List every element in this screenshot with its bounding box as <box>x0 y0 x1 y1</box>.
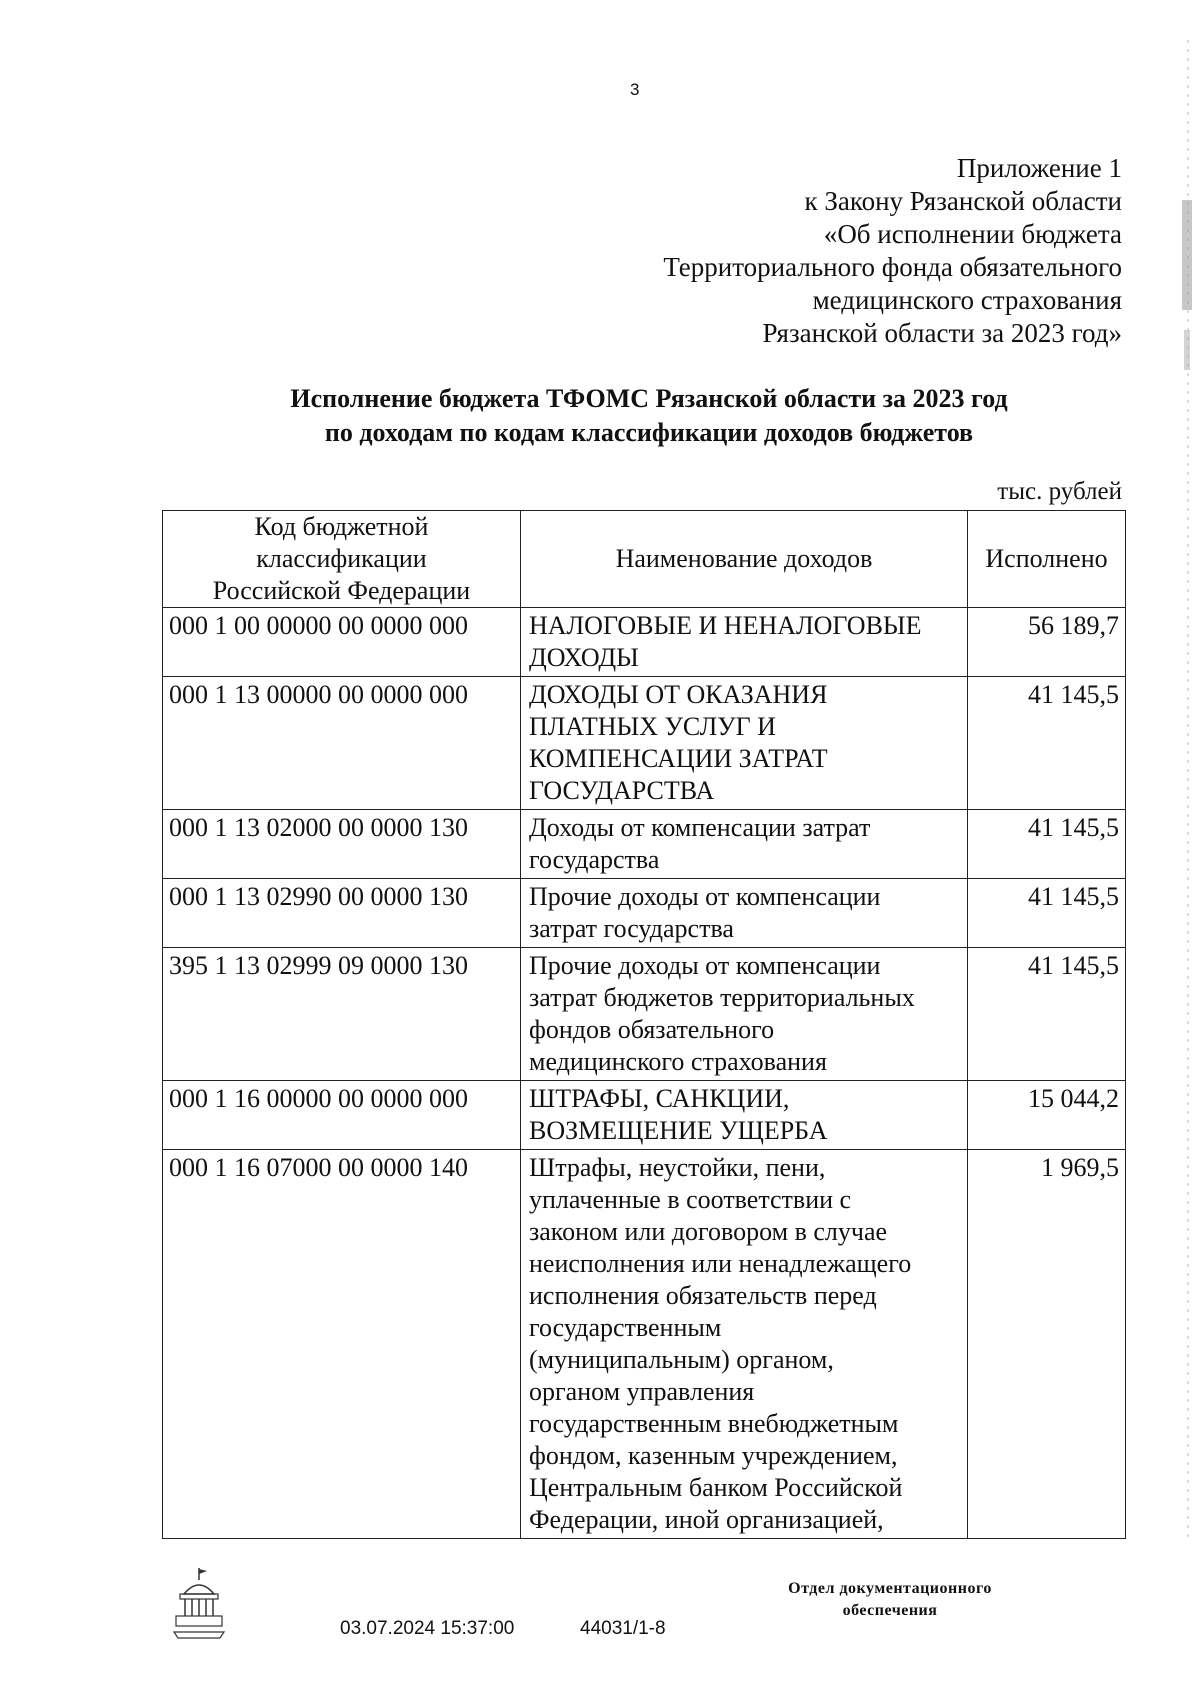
row-name <box>521 810 968 879</box>
row-name-line: затрат государства <box>529 914 734 943</box>
row-name-line: КОМПЕНСАЦИИ ЗАТРАТ <box>529 744 828 773</box>
row-name <box>521 608 968 677</box>
table-row <box>163 1150 1126 1539</box>
row-name <box>521 948 968 1081</box>
table-row <box>163 677 1126 810</box>
income-table <box>162 510 1126 1539</box>
table-row <box>163 948 1126 1081</box>
page-number: 3 <box>630 80 640 99</box>
row-amount: 15 044,2 <box>968 1081 1126 1150</box>
row-amount: 41 145,5 <box>968 677 1126 810</box>
row-code: 000 1 13 02000 00 0000 130 <box>163 810 521 879</box>
header-amount: Исполнено <box>968 511 1126 608</box>
stamp-date: 03.07.2024 15:37:00 <box>340 1618 515 1639</box>
row-name-line: государственным <box>529 1313 722 1342</box>
header-code-line: Российской Федерации <box>212 576 471 605</box>
row-name-line: уплаченные в соответствии с <box>529 1185 852 1214</box>
row-code: 000 1 13 00000 00 0000 000 <box>163 677 521 810</box>
row-name-line: (муниципальным) органом, <box>529 1345 834 1374</box>
row-name <box>521 1150 968 1539</box>
table-row <box>163 879 1126 948</box>
stamp-doc-number: 44031/1-8 <box>580 1618 666 1639</box>
row-code: 000 1 16 00000 00 0000 000 <box>163 1081 521 1150</box>
table-row <box>163 1081 1126 1150</box>
appendix-line: медицинского страхования <box>812 285 1122 315</box>
row-amount: 41 145,5 <box>968 948 1126 1081</box>
row-name-line: Штрафы, неустойки, пени, <box>529 1153 826 1182</box>
title-line-1: Исполнение бюджета ТФОМС Рязанской области за 2023 год <box>290 384 1008 413</box>
row-amount: 41 145,5 <box>968 879 1126 948</box>
appendix-line: Рязанской области за 2023 год» <box>762 318 1122 348</box>
row-name-line: ВОЗМЕЩЕНИЕ УЩЕРБА <box>529 1116 828 1145</box>
scan-edge-marks <box>1180 40 1194 1540</box>
row-name <box>521 677 968 810</box>
row-name-line: Центральным банком Российской <box>529 1473 903 1502</box>
appendix-line: «Об исполнении бюджета <box>823 219 1122 249</box>
row-amount: 56 189,7 <box>968 608 1126 677</box>
appendix-block <box>422 152 1122 350</box>
header-code-line: классификации <box>256 544 427 573</box>
row-code: 000 1 13 02990 00 0000 130 <box>163 879 521 948</box>
row-name-line: государственным внебюджетным <box>529 1409 899 1438</box>
row-name-line: фондов обязательного <box>529 1015 775 1044</box>
row-name-line: фондом, казенным учреждением, <box>529 1441 898 1470</box>
row-name-line: Федерации, иной организацией, <box>529 1505 884 1534</box>
row-name-line: исполнения обязательств перед <box>529 1281 877 1310</box>
duma-emblem-icon <box>170 1566 228 1640</box>
department-line: Отдел документационного <box>788 1580 992 1597</box>
header-code-line: Код бюджетной <box>254 512 429 541</box>
row-name-line: ДОХОДЫ ОТ ОКАЗАНИЯ <box>529 680 828 709</box>
row-name-line: медицинского страхования <box>529 1047 827 1076</box>
row-amount: 41 145,5 <box>968 810 1126 879</box>
row-name-line: органом управления <box>529 1377 755 1406</box>
header-name: Наименование доходов <box>521 511 968 608</box>
appendix-line: к Закону Рязанской области <box>804 186 1122 216</box>
footer-stamp <box>0 1566 1200 1666</box>
row-name-line: Прочие доходы от компенсации <box>529 951 881 980</box>
row-name-line: ШТРАФЫ, САНКЦИИ, <box>529 1084 790 1113</box>
department-stamp <box>740 1578 1040 1622</box>
table-row <box>163 810 1126 879</box>
row-amount: 1 969,5 <box>968 1150 1126 1539</box>
title-line-2: по доходам по кодам классификации доходов бюджетов <box>324 418 974 447</box>
row-name-line: ГОСУДАРСТВА <box>529 776 715 805</box>
row-name-line: государства <box>529 845 660 874</box>
units-label: тыс. рублей <box>997 478 1122 505</box>
row-name-line: ДОХОДЫ <box>529 643 639 672</box>
row-name-line: неисполнения или ненадлежащего <box>529 1249 912 1278</box>
document-title <box>160 382 1138 450</box>
header-code <box>163 511 521 608</box>
row-name-line: законом или договором в случае <box>529 1217 888 1246</box>
row-name-line: Доходы от компенсации затрат <box>529 813 871 842</box>
row-name <box>521 1081 968 1150</box>
row-name-line: ПЛАТНЫХ УСЛУГ И <box>529 712 776 741</box>
department-line: обеспечения <box>842 1602 938 1619</box>
table-row <box>163 608 1126 677</box>
row-name <box>521 879 968 948</box>
table-header-row <box>163 511 1126 608</box>
row-code: 000 1 16 07000 00 0000 140 <box>163 1150 521 1539</box>
row-code: 000 1 00 00000 00 0000 000 <box>163 608 521 677</box>
appendix-line: Приложение 1 <box>956 153 1122 183</box>
row-code: 395 1 13 02999 09 0000 130 <box>163 948 521 1081</box>
appendix-line: Территориального фонда обязательного <box>663 252 1122 282</box>
row-name-line: НАЛОГОВЫЕ И НЕНАЛОГОВЫЕ <box>529 611 922 640</box>
row-name-line: затрат бюджетов территориальных <box>529 983 915 1012</box>
row-name-line: Прочие доходы от компенсации <box>529 882 881 911</box>
